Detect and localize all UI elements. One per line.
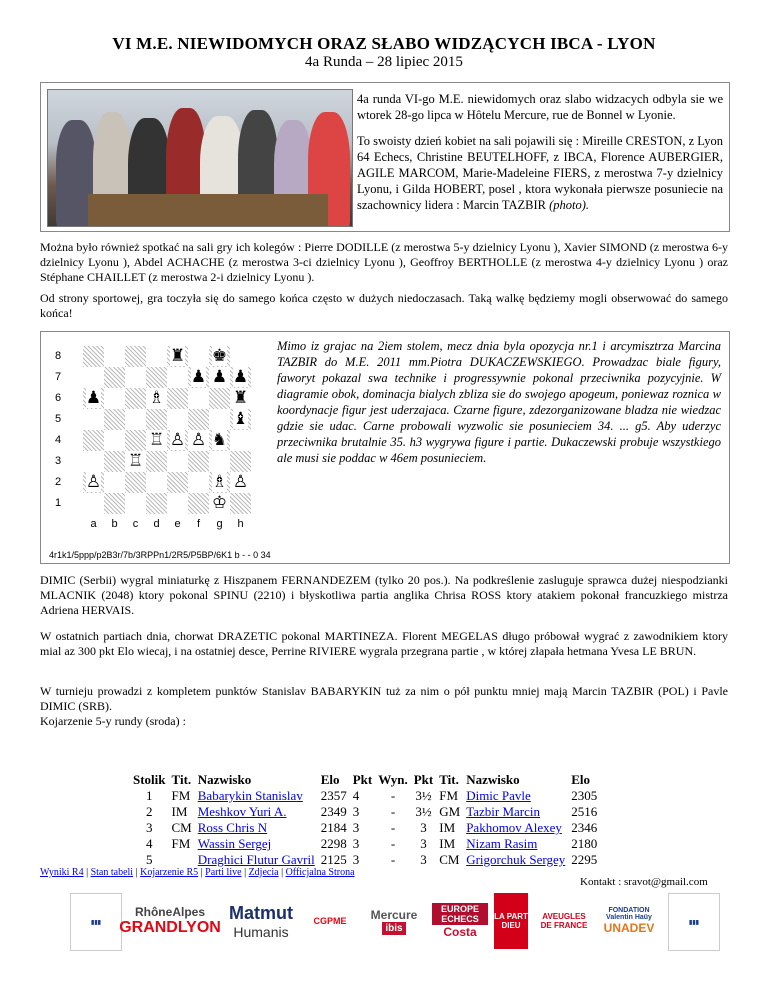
piece-g2: ♗ bbox=[211, 472, 228, 492]
square-c2 bbox=[125, 472, 146, 493]
pairings-header-cell: Wyn. bbox=[378, 772, 408, 787]
table-row bbox=[130, 820, 600, 836]
rank-label: 2 bbox=[55, 476, 62, 488]
table-cell: 2305 bbox=[571, 788, 598, 803]
intro-text bbox=[357, 91, 723, 223]
square-g2 bbox=[209, 472, 230, 493]
square-e7 bbox=[167, 367, 188, 388]
square-g3 bbox=[209, 451, 230, 472]
part-dieu-logo: LA PART DIEU bbox=[494, 893, 528, 949]
square-h8 bbox=[230, 346, 251, 367]
square-e5 bbox=[167, 409, 188, 430]
piece-a2: ♙ bbox=[85, 472, 102, 492]
square-f6 bbox=[188, 388, 209, 409]
piece-h2: ♙ bbox=[232, 472, 249, 492]
file-label: c bbox=[132, 518, 139, 530]
square-a6 bbox=[83, 388, 104, 409]
table-cell: FM bbox=[171, 836, 191, 851]
footer-link[interactable]: Parti live bbox=[205, 867, 242, 878]
pairings-header-cell: Tit. bbox=[439, 772, 459, 787]
square-c1 bbox=[125, 493, 146, 514]
cgpme-logo: CGPME bbox=[313, 916, 347, 926]
table-cell bbox=[463, 836, 568, 852]
table-cell: IM bbox=[439, 820, 456, 835]
square-h4 bbox=[230, 430, 251, 451]
table-cell: 1 bbox=[146, 788, 153, 803]
square-h3 bbox=[230, 451, 251, 472]
pairings-header-cell: Tit. bbox=[171, 772, 192, 787]
rank-label: 4 bbox=[55, 434, 62, 446]
square-c7 bbox=[125, 367, 146, 388]
square-b2 bbox=[104, 472, 125, 493]
intro-paragraph-1: 4a runda VI-go M.E. niewidomych oraz slabo widzacych odbyla sie we wtorek 28-go lipca w Hôtelu Mercure, rue de Bonnel w Lyonie. bbox=[357, 92, 723, 122]
square-d6 bbox=[146, 388, 167, 409]
square-f2 bbox=[188, 472, 209, 493]
pairings-header-cell: Stolik bbox=[133, 772, 166, 787]
rank-label: 1 bbox=[55, 497, 62, 509]
link-separator: | bbox=[241, 867, 249, 878]
ministere-logo: ▮▮▮ bbox=[668, 893, 720, 951]
table-cell: 3 bbox=[420, 836, 427, 851]
pairings-header-cell: Elo bbox=[320, 772, 340, 787]
table-cell: 2 bbox=[146, 804, 153, 819]
pairings-header-cell: Nazwisko bbox=[466, 772, 520, 787]
player-link[interactable]: Grigorchuk Sergey bbox=[466, 852, 566, 867]
file-label: f bbox=[196, 518, 201, 530]
player-link[interactable]: Meshkov Yuri A. bbox=[197, 804, 287, 819]
diagram-box bbox=[40, 331, 730, 564]
square-e1 bbox=[167, 493, 188, 514]
link-separator: | bbox=[278, 867, 286, 878]
square-f8 bbox=[188, 346, 209, 367]
table-cell bbox=[195, 852, 318, 868]
piece-d4: ♖ bbox=[148, 430, 165, 450]
piece-h5: ♝ bbox=[232, 409, 249, 429]
footer-link[interactable]: Stan tabeli bbox=[90, 867, 134, 878]
table-cell bbox=[195, 788, 318, 804]
link-separator: | bbox=[83, 867, 91, 878]
pairings-header-cell: Nazwisko bbox=[197, 772, 252, 787]
square-g4 bbox=[209, 430, 230, 451]
square-c3 bbox=[125, 451, 146, 472]
aveugles-france-logo: AVEUGLES DE FRANCE bbox=[540, 912, 588, 930]
piece-g7: ♟ bbox=[211, 367, 228, 387]
square-d7 bbox=[146, 367, 167, 388]
square-b8 bbox=[104, 346, 125, 367]
table-cell: 4 bbox=[146, 836, 153, 851]
square-g8 bbox=[209, 346, 230, 367]
footer-link[interactable]: Kojarzenie R5 bbox=[140, 867, 199, 878]
pairings-header-cell: Elo bbox=[571, 772, 591, 787]
square-h2 bbox=[230, 472, 251, 493]
square-d3 bbox=[146, 451, 167, 472]
square-d5 bbox=[146, 409, 167, 430]
pairings-header-cell: Pkt bbox=[352, 772, 373, 787]
sport-paragraph: Od strony sportowej, gra toczyła się do samego końca często w dużych niedoczasach. Taką walkę będziemy mogli obserwować do samego końca! bbox=[40, 291, 728, 320]
table-cell: 3 bbox=[146, 820, 153, 835]
square-c4 bbox=[125, 430, 146, 451]
table-cell: IM bbox=[171, 804, 188, 819]
sponsor-logos bbox=[70, 893, 720, 951]
guests-paragraph: Można było również spotkać na sali gry ich kolegów : Pierre DODILLE (z merostwa 5-y dzielnicy Lyonu ), Xavier SIMOND (z merostwa 6-y dzielnicy Lyonu ), Abdel ACHACHE (z merostwa 3-ci dzielnicy Lyonu ), Geoffroy BERTHOLLE (z merostwa 4-y dzielnicy Lyonu ) oraz Stéphane CHAILLET (z merostwa 2-i dzielnicy Lyonu ). bbox=[40, 240, 728, 284]
player-link[interactable]: Dimic Pavle bbox=[466, 788, 531, 803]
footer-link[interactable]: Officjalna Strona bbox=[285, 867, 355, 878]
player-link[interactable]: Babarykin Stanislav bbox=[197, 788, 303, 803]
table-cell: 4 bbox=[352, 788, 360, 803]
players-photo bbox=[47, 89, 353, 227]
piece-g1: ♔ bbox=[211, 493, 228, 513]
table-cell: - bbox=[390, 804, 396, 819]
rank-label: 3 bbox=[55, 455, 62, 467]
intro-paragraph-2: To swoisty dzień kobiet na sali pojawili się : Mireille CRESTON, z Lyon 64 Echecs, Christine BEUTELHOFF, z IBCA, Florence AUBERGIER, AGILE MARCOM, Marie-Madeleine FIERS, z merostwa 7-y dzielnicy Lyonu, i Gilda HOBERT, posel , ktora wykonała pierwsze posuniecie na szachownicy lidera : Marcin TAZBIR (photo). bbox=[357, 134, 723, 212]
square-h6 bbox=[230, 388, 251, 409]
table-cell: 2295 bbox=[571, 852, 598, 867]
table-cell bbox=[463, 852, 568, 868]
square-g7 bbox=[209, 367, 230, 388]
file-label: a bbox=[90, 518, 97, 530]
rank-label: 5 bbox=[55, 413, 62, 425]
table-cell: FM bbox=[171, 788, 191, 803]
table-cell: - bbox=[390, 852, 396, 867]
last-games-paragraph: W ostatnich partiach dnia, chorwat DRAZETIC pokonal MARTINEZA. Florent MEGELAS długo próbował wygrać z zawodnikiem ktory mial az 300 pkt Elo wiecaj, i na ostatniej desce, Perrine RIVIERE wygrala przegrana partie , w której złapała hetmana Yvesa LE BRUN. bbox=[40, 629, 728, 658]
link-separator: | bbox=[198, 867, 206, 878]
square-e8 bbox=[167, 346, 188, 367]
footer-link[interactable]: Wyniki R4 bbox=[40, 867, 84, 878]
mercure-ibis-logo: Mercure ibis bbox=[370, 907, 418, 934]
table-cell bbox=[463, 820, 568, 836]
square-g1 bbox=[209, 493, 230, 514]
chessboard bbox=[83, 346, 251, 514]
square-f1 bbox=[188, 493, 209, 514]
piece-d6: ♗ bbox=[148, 388, 165, 408]
table-cell bbox=[169, 852, 195, 868]
square-a2 bbox=[83, 472, 104, 493]
square-b1 bbox=[104, 493, 125, 514]
table-cell: 3 bbox=[420, 820, 427, 835]
table-cell: 2125 bbox=[320, 852, 347, 867]
table-cell: IM bbox=[439, 836, 456, 851]
table-cell: 2357 bbox=[320, 788, 347, 803]
table-cell bbox=[463, 788, 568, 804]
file-label: h bbox=[237, 518, 244, 530]
piece-a6: ♟ bbox=[85, 388, 102, 408]
table-cell: 2516 bbox=[571, 804, 598, 819]
piece-g4: ♞ bbox=[211, 430, 228, 450]
square-b3 bbox=[104, 451, 125, 472]
square-g5 bbox=[209, 409, 230, 430]
piece-e4: ♙ bbox=[169, 430, 186, 450]
piece-g8: ♚ bbox=[211, 346, 228, 366]
square-a1 bbox=[83, 493, 104, 514]
square-d2 bbox=[146, 472, 167, 493]
table-cell: 3 bbox=[420, 852, 427, 867]
table-cell: 5 bbox=[146, 852, 153, 867]
square-a5 bbox=[83, 409, 104, 430]
rank-label: 6 bbox=[55, 392, 62, 404]
table-cell: GM bbox=[439, 804, 461, 819]
matmut-humanis-logo: Matmut Humanis bbox=[229, 902, 293, 940]
player-link[interactable]: Pakhomov Alexey bbox=[466, 820, 562, 835]
pairings-header-cell: Pkt bbox=[413, 772, 434, 787]
square-d8 bbox=[146, 346, 167, 367]
fen-string: 4r1k1/5ppp/p2B3r/7b/3RPPn1/2R5/P5BP/6K1 b - - 0 34 bbox=[49, 550, 271, 560]
square-f4 bbox=[188, 430, 209, 451]
page-title: VI M.E. NIEWIDOMYCH ORAZ SŁABO WIDZĄCYCH IBCA - LYON bbox=[112, 34, 656, 53]
square-a3 bbox=[83, 451, 104, 472]
table-row bbox=[130, 788, 600, 804]
rank-label: 8 bbox=[55, 350, 62, 362]
contact-text: Kontakt : sravot@gmail.com bbox=[580, 876, 708, 888]
table-cell bbox=[195, 836, 318, 852]
table-cell: CM bbox=[439, 852, 460, 867]
piece-c3: ♖ bbox=[127, 451, 144, 471]
square-b4 bbox=[104, 430, 125, 451]
square-h1 bbox=[230, 493, 251, 514]
table-cell bbox=[195, 804, 318, 820]
table-cell bbox=[195, 820, 318, 836]
table-cell: 3½ bbox=[415, 788, 432, 803]
square-b7 bbox=[104, 367, 125, 388]
republique-logo: ▮▮▮ bbox=[70, 893, 122, 951]
table-cell: 3 bbox=[352, 836, 360, 851]
square-f3 bbox=[188, 451, 209, 472]
table-cell: - bbox=[390, 788, 396, 803]
dimic-paragraph: DIMIC (Serbii) wygral miniaturkę z Hiszpanem FERNANDEZEM (tylko 20 pos.). Na podkreślenie zasluguje sprawca dużej niespodzianki MLACNIK (2048) ktory pokonal SPINU (2210) i błyskotliwa partia anglika Chrisa ROSS ktory atakiem pokonał francuzkiego mistrza Adriena HERVAIS. bbox=[40, 573, 728, 617]
table-cell: FM bbox=[439, 788, 459, 803]
piece-e8: ♜ bbox=[169, 346, 186, 366]
piece-f4: ♙ bbox=[190, 430, 207, 450]
table-row bbox=[130, 852, 600, 868]
piece-f7: ♟ bbox=[190, 367, 207, 387]
piece-h7: ♟ bbox=[232, 367, 249, 387]
player-link[interactable]: Draghici Flutur Gavril bbox=[197, 852, 315, 867]
footer-links bbox=[40, 867, 355, 878]
table-cell: 2298 bbox=[320, 836, 347, 851]
table-cell: 3½ bbox=[415, 804, 432, 819]
table-cell: 2180 bbox=[571, 836, 598, 851]
link-separator: | bbox=[133, 867, 141, 878]
square-h5 bbox=[230, 409, 251, 430]
table-cell bbox=[463, 804, 568, 820]
round-subtitle: 4a Runda – 28 lipiec 2015 bbox=[305, 54, 463, 70]
square-a4 bbox=[83, 430, 104, 451]
table-cell: CM bbox=[171, 820, 192, 835]
table-cell: 3 bbox=[352, 852, 360, 867]
square-d1 bbox=[146, 493, 167, 514]
rank-label: 7 bbox=[55, 371, 62, 383]
table-cell: 3 bbox=[352, 804, 360, 819]
square-e6 bbox=[167, 388, 188, 409]
file-label: e bbox=[174, 518, 181, 530]
square-e4 bbox=[167, 430, 188, 451]
table-row bbox=[130, 836, 600, 852]
table-cell: 2349 bbox=[320, 804, 347, 819]
europe-echecs-costa-logo: EUROPE ECHECS Costa bbox=[432, 893, 488, 949]
square-b5 bbox=[104, 409, 125, 430]
square-f7 bbox=[188, 367, 209, 388]
table-cell: 3 bbox=[352, 820, 360, 835]
piece-h6: ♜ bbox=[232, 388, 249, 408]
square-a7 bbox=[83, 367, 104, 388]
table-cell: - bbox=[390, 836, 396, 851]
square-d4 bbox=[146, 430, 167, 451]
square-b6 bbox=[104, 388, 125, 409]
square-e2 bbox=[167, 472, 188, 493]
square-c5 bbox=[125, 409, 146, 430]
square-h7 bbox=[230, 367, 251, 388]
player-link[interactable]: Nizam Rasim bbox=[466, 836, 538, 851]
square-c6 bbox=[125, 388, 146, 409]
table-row bbox=[130, 804, 600, 820]
leaders-paragraph: W turnieju prowadzi z kompletem punktów Stanislav BABARYKIN tuż za nim o pół punktu mniej mają Marcin TAZBIR (POL) i Pavle DIMIC (SRB). Kojarzenie 5-y rundy (sroda) : bbox=[40, 684, 728, 728]
rhonealpes-grandlyon-logo: RhôneAlpes GRANDLYON bbox=[119, 905, 221, 936]
square-a8 bbox=[83, 346, 104, 367]
file-label: g bbox=[216, 518, 223, 530]
table-cell: - bbox=[390, 820, 396, 835]
fondation-unadev-logo: FONDATION Valentin Haüy UNADEV bbox=[603, 907, 655, 935]
diagram-commentary: Mimo iz grajac na 2iem stolem, mecz dnia byla opozycja nr.1 i arcymisztrza Marcina TAZBIR do M.E. 2011 mm.Piotra DUKACZEWSKIEGO. Prowadzac biale figury, faworyt pokazal swa technike i progressywnie pokonal przeciwnika pozycyjnie. W diagramie obok, dominacja bialych zbliza sie do swojego apogeum, poniewaz roznica w koordynacje figur jest uderzajaca. Czarne figure, zdezorganizowane bladza nie wiedzac gdzie sie udac. Carne probowali wyzwolic sie posunieciem 34. ... g5. Aby uderzyc przeciwnika brutalnie 35. h3 wygrywa figure i partie. Dukaczewski probuje wszystkiego ale musi sie poddac w 46em posunieciem. bbox=[277, 339, 721, 465]
square-f5 bbox=[188, 409, 209, 430]
square-g6 bbox=[209, 388, 230, 409]
intro-box bbox=[40, 82, 730, 232]
table-cell: 2184 bbox=[320, 820, 347, 835]
player-link[interactable]: Tazbir Marcin bbox=[466, 804, 540, 819]
square-c8 bbox=[125, 346, 146, 367]
player-link[interactable]: Ross Chris N bbox=[197, 820, 268, 835]
square-e3 bbox=[167, 451, 188, 472]
file-label: b bbox=[111, 518, 118, 530]
footer-link[interactable]: Zdjecia bbox=[248, 867, 279, 878]
player-link[interactable]: Wassin Sergej bbox=[197, 836, 272, 851]
pairings-header bbox=[130, 772, 600, 788]
file-label: d bbox=[153, 518, 160, 530]
table-cell: 2346 bbox=[571, 820, 598, 835]
pairings-table bbox=[130, 772, 600, 868]
pairing-title: Kojarzenie 5-y rundy (sroda) : bbox=[40, 714, 186, 728]
